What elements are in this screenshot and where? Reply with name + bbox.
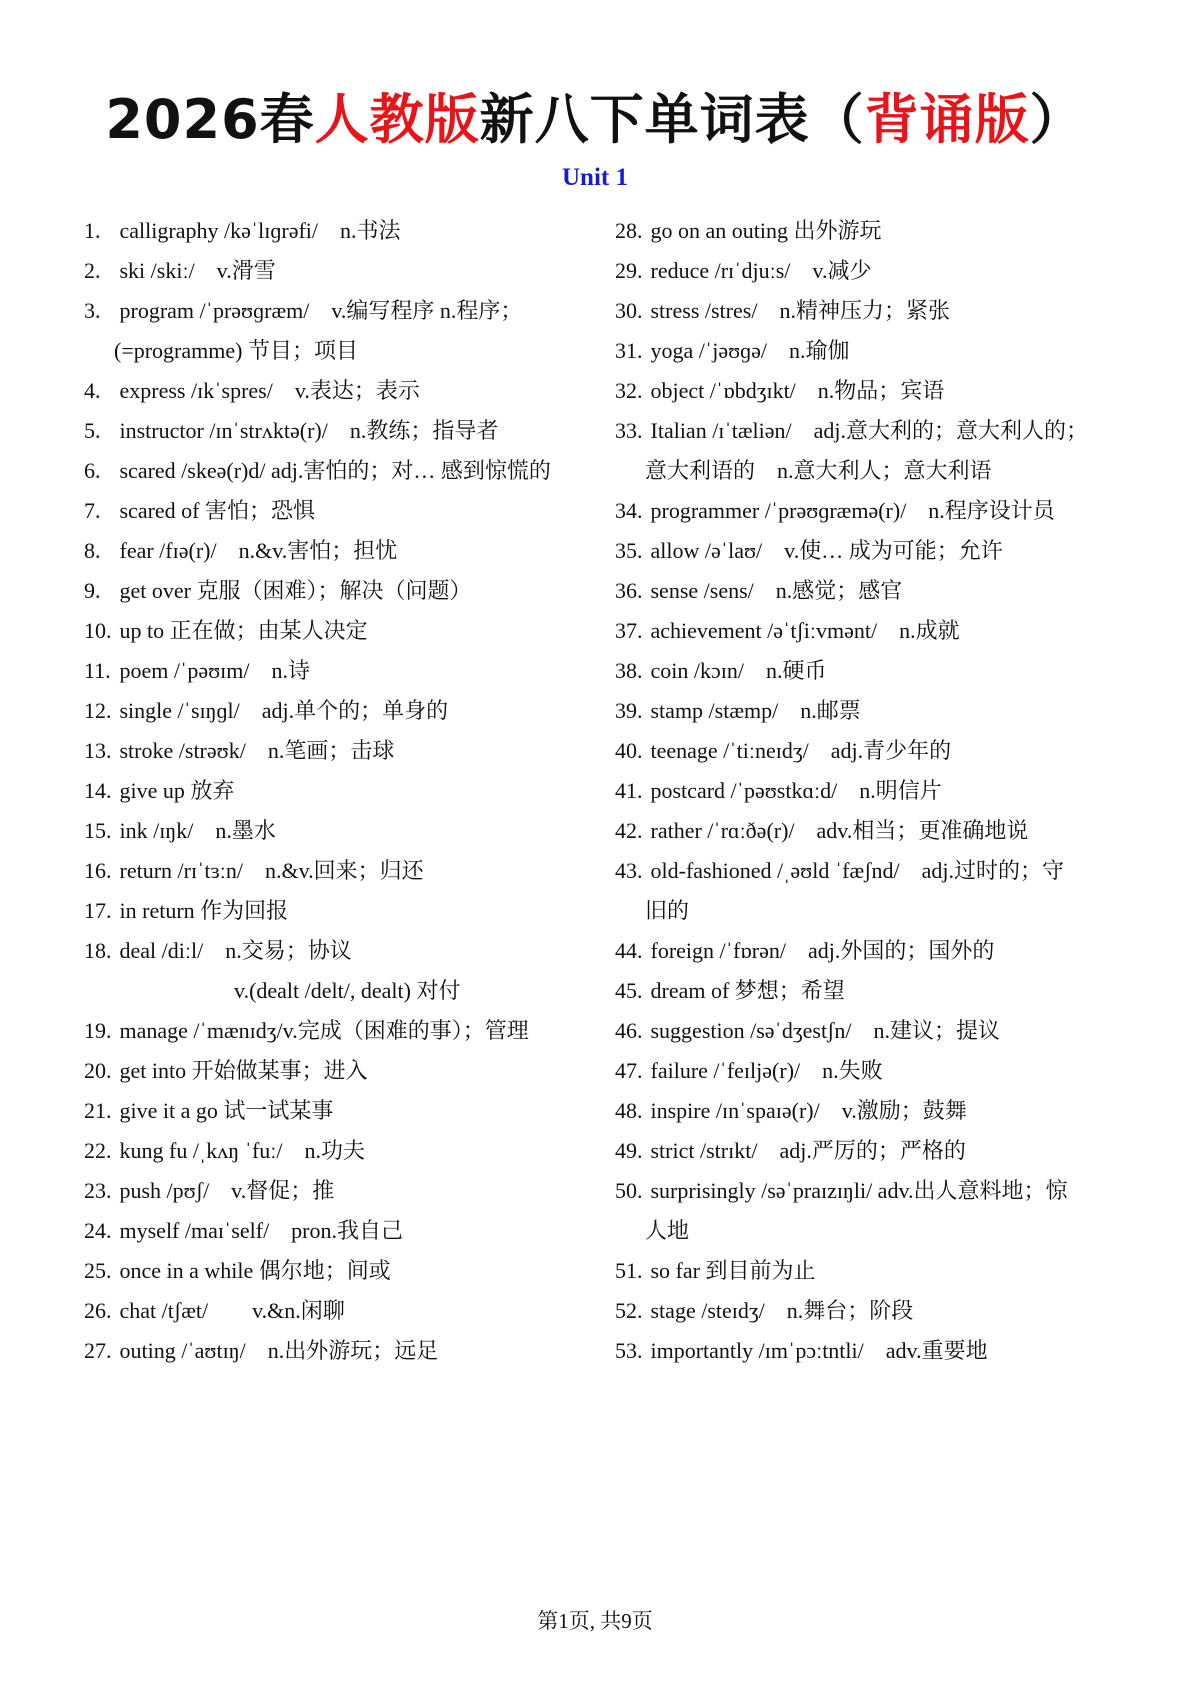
vocab-item <box>84 571 604 611</box>
vocab-entry: so far 到目前为止 <box>645 1258 816 1283</box>
vocab-number: 50. <box>615 1178 643 1203</box>
vocab-number: 49. <box>615 1138 643 1163</box>
vocab-number: 22. <box>84 1138 112 1163</box>
vocab-item <box>84 251 604 291</box>
vocab-item <box>615 1251 1115 1291</box>
vocab-number: 1. <box>84 218 101 243</box>
vocab-entry: stroke /strəʊk/ n.笔画；击球 <box>114 738 395 763</box>
page-footer: 第1页, 共9页 <box>537 1609 653 1633</box>
vocab-number: 20. <box>84 1058 112 1083</box>
vocab-entry: coin /kɔɪn/ n.硬币 <box>645 658 827 683</box>
vocab-entry-continuation: (=programme) 节目；项目 <box>114 338 358 363</box>
unit-heading: Unit 1 <box>562 164 628 191</box>
vocab-entry: stress /stres/ n.精神压力；紧张 <box>645 298 950 323</box>
vocab-entry: in return 作为回报 <box>114 898 289 923</box>
vocab-item <box>84 691 604 731</box>
vocab-item <box>615 971 1115 1011</box>
vocab-number: 8. <box>84 538 101 563</box>
vocab-number: 53. <box>615 1338 643 1363</box>
vocab-item <box>615 251 1115 291</box>
vocab-entry: foreign /ˈfɒrən/ adj.外国的；国外的 <box>645 938 995 963</box>
title-close-paren: ） <box>1029 88 1085 151</box>
vocab-item <box>615 771 1115 811</box>
vocab-entry: chat /tʃæt/ v.&n.闲聊 <box>114 1298 345 1323</box>
vocab-number: 27. <box>84 1338 112 1363</box>
vocab-entry: reduce /rɪˈdjuːs/ v.减少 <box>645 258 872 283</box>
vocab-item <box>84 1291 604 1331</box>
title-year: 2026春 <box>105 88 315 151</box>
vocab-item <box>615 1171 1115 1211</box>
vocab-item <box>84 451 604 491</box>
vocab-entry: old-fashioned /ˌəʊld ˈfæʃnd/ adj.过时的；守 <box>645 858 1064 883</box>
vocab-item <box>84 531 604 571</box>
vocab-item <box>615 611 1115 651</box>
vocab-entry: fear /fɪə(r)/ n.&v.害怕；担忧 <box>114 538 398 563</box>
vocab-number: 31. <box>615 338 643 363</box>
vocab-entry: yoga /ˈjəʊɡə/ n.瑜伽 <box>645 338 850 363</box>
title-edition: 人教版 <box>314 88 480 151</box>
vocab-item <box>615 1291 1115 1331</box>
vocab-entry: Italian /ɪˈtæliən/ adj.意大利的；意大利人的； <box>645 418 1089 443</box>
vocab-number: 52. <box>615 1298 643 1323</box>
vocab-item <box>84 211 604 251</box>
vocab-number: 5. <box>84 418 101 443</box>
vocab-item <box>615 851 1115 891</box>
vocab-entry: poem /ˈpəʊɪm/ n.诗 <box>114 658 310 683</box>
vocab-entry: get over 克服（困难）；解决（问题） <box>114 578 472 603</box>
vocab-number: 34. <box>615 498 643 523</box>
vocab-entry: ink /ɪŋk/ n.墨水 <box>114 818 276 843</box>
vocab-number: 30. <box>615 298 643 323</box>
vocab-entry: get into 开始做某事；进入 <box>114 1058 368 1083</box>
vocab-number: 2. <box>84 258 101 283</box>
vocab-item <box>84 1331 604 1371</box>
vocab-number: 48. <box>615 1098 643 1123</box>
vocab-number: 43. <box>615 858 643 883</box>
page-title <box>0 84 1190 156</box>
vocab-item <box>84 291 604 331</box>
vocab-item <box>615 1331 1115 1371</box>
vocab-entry: up to 正在做；由某人决定 <box>114 618 368 643</box>
vocab-entry: surprisingly /səˈpraɪzɪŋli/ adv.出人意料地；惊 <box>645 1178 1068 1203</box>
vocab-entry: kung fu /ˌkʌŋ ˈfuː/ n.功夫 <box>114 1138 366 1163</box>
vocab-entry: push /pʊʃ/ v.督促；推 <box>114 1178 335 1203</box>
vocab-entry: suggestion /səˈdʒestʃn/ n.建议；提议 <box>645 1018 1001 1043</box>
vocab-entry-continuation: 意大利语的 n.意大利人；意大利语 <box>645 458 992 483</box>
vocab-number: 44. <box>615 938 643 963</box>
vocab-entry: postcard /ˈpəʊstkɑːd/ n.明信片 <box>645 778 942 803</box>
vocab-number: 10. <box>84 618 112 643</box>
vocab-item <box>84 851 604 891</box>
vocab-number: 35. <box>615 538 643 563</box>
vocab-item <box>615 371 1115 411</box>
vocab-entry: importantly /ɪmˈpɔːtntli/ adv.重要地 <box>645 1338 988 1363</box>
vocab-item <box>615 1091 1115 1131</box>
vocab-entry: manage /ˈmænɪdʒ/v.完成（困难的事）；管理 <box>114 1018 529 1043</box>
vocab-item <box>615 331 1115 371</box>
vocab-entry: express /ɪkˈspres/ v.表达；表示 <box>114 378 420 403</box>
vocab-entry: programmer /ˈprəʊɡræmə(r)/ n.程序设计员 <box>645 498 1055 523</box>
vocab-item <box>615 411 1115 451</box>
vocab-item <box>615 731 1115 771</box>
vocab-entry: dream of 梦想；希望 <box>645 978 845 1003</box>
vocab-entry: program /ˈprəʊɡræm/ v.编写程序 n.程序； <box>114 298 523 323</box>
vocab-item <box>84 811 604 851</box>
vocab-number: 39. <box>615 698 643 723</box>
vocab-number: 7. <box>84 498 101 523</box>
vocab-number: 28. <box>615 218 643 243</box>
vocab-number: 21. <box>84 1098 112 1123</box>
vocab-number: 11. <box>84 658 111 683</box>
vocab-number: 29. <box>615 258 643 283</box>
vocab-number: 37. <box>615 618 643 643</box>
vocab-entry: stamp /stæmp/ n.邮票 <box>645 698 861 723</box>
title-main: 新八下单词表（ <box>479 88 865 151</box>
vocab-entry: ski /skiː/ v.滑雪 <box>114 258 276 283</box>
vocab-item <box>615 1131 1115 1171</box>
vocab-entry: rather /ˈrɑːðə(r)/ adv.相当；更准确地说 <box>645 818 1029 843</box>
vocab-number: 26. <box>84 1298 112 1323</box>
vocab-entry: go on an outing 出外游玩 <box>645 218 882 243</box>
vocab-item <box>84 371 604 411</box>
vocab-item <box>84 931 604 971</box>
vocab-item <box>84 891 604 931</box>
vocab-number: 46. <box>615 1018 643 1043</box>
vocab-item <box>615 571 1115 611</box>
vocab-item <box>84 1011 604 1051</box>
vocab-number: 6. <box>84 458 101 483</box>
vocab-item <box>615 531 1115 571</box>
vocab-number: 12. <box>84 698 112 723</box>
vocab-item <box>84 1171 604 1211</box>
vocab-item <box>615 1051 1115 1091</box>
vocab-item <box>84 771 604 811</box>
vocab-number: 40. <box>615 738 643 763</box>
vocab-entry: once in a while 偶尔地；间或 <box>114 1258 391 1283</box>
vocab-number: 45. <box>615 978 643 1003</box>
vocab-item <box>615 691 1115 731</box>
vocab-entry: object /ˈɒbdʒɪkt/ n.物品；宾语 <box>645 378 945 403</box>
word-list-left <box>84 211 604 1371</box>
word-list-right <box>615 211 1115 1371</box>
vocab-item <box>84 491 604 531</box>
vocab-entry: myself /maɪˈself/ pron.我自己 <box>114 1218 404 1243</box>
vocab-entry: allow /əˈlaʊ/ v.使… 成为可能；允许 <box>645 538 1003 563</box>
vocab-item <box>615 651 1115 691</box>
vocab-item <box>615 1011 1115 1051</box>
vocab-number: 47. <box>615 1058 643 1083</box>
vocab-item <box>84 1251 604 1291</box>
vocab-entry-continuation: 旧的 <box>645 898 690 923</box>
vocab-number: 25. <box>84 1258 112 1283</box>
vocab-entry: scared of 害怕；恐惧 <box>114 498 316 523</box>
vocab-number: 16. <box>84 858 112 883</box>
vocab-item <box>84 1211 604 1251</box>
vocab-item <box>84 651 604 691</box>
vocab-number: 19. <box>84 1018 112 1043</box>
vocab-number: 51. <box>615 1258 643 1283</box>
vocab-number: 38. <box>615 658 643 683</box>
vocab-item <box>615 491 1115 531</box>
vocab-entry: strict /strɪkt/ adj.严厉的；严格的 <box>645 1138 966 1163</box>
vocab-entry: teenage /ˈtiːneɪdʒ/ adj.青少年的 <box>645 738 952 763</box>
vocab-item <box>615 211 1115 251</box>
vocab-number: 17. <box>84 898 112 923</box>
vocab-number: 23. <box>84 1178 112 1203</box>
vocab-entry-continuation: v.(dealt /delt/, dealt) 对付 <box>234 978 461 1003</box>
vocab-number: 3. <box>84 298 101 323</box>
vocab-number: 4. <box>84 378 101 403</box>
vocab-number: 9. <box>84 578 101 603</box>
vocab-entry: stage /steɪdʒ/ n.舞台；阶段 <box>645 1298 914 1323</box>
vocab-item <box>84 1131 604 1171</box>
vocab-entry: give it a go 试一试某事 <box>114 1098 334 1123</box>
vocab-entry: failure /ˈfeɪljə(r)/ n.失败 <box>645 1058 883 1083</box>
vocab-number: 33. <box>615 418 643 443</box>
vocab-entry: achievement /əˈtʃiːvmənt/ n.成就 <box>645 618 960 643</box>
vocab-entry: outing /ˈaʊtɪŋ/ n.出外游玩；远足 <box>114 1338 439 1363</box>
vocab-entry: single /ˈsɪŋɡl/ adj.单个的；单身的 <box>114 698 449 723</box>
vocab-item <box>615 931 1115 971</box>
vocab-entry: deal /diːl/ n.交易；协议 <box>114 938 352 963</box>
vocab-item <box>84 731 604 771</box>
vocab-item <box>615 811 1115 851</box>
vocab-number: 36. <box>615 578 643 603</box>
vocab-entry: give up 放弃 <box>114 778 235 803</box>
vocab-item <box>84 1051 604 1091</box>
vocab-number: 15. <box>84 818 112 843</box>
title-version: 背诵版 <box>864 88 1030 151</box>
vocab-item <box>615 291 1115 331</box>
vocab-number: 13. <box>84 738 112 763</box>
vocab-entry: inspire /ɪnˈspaɪə(r)/ v.激励；鼓舞 <box>645 1098 967 1123</box>
vocab-entry: calligraphy /kəˈlɪɡrəfi/ n.书法 <box>114 218 401 243</box>
vocab-number: 24. <box>84 1218 112 1243</box>
vocab-number: 42. <box>615 818 643 843</box>
vocab-number: 41. <box>615 778 643 803</box>
vocab-item <box>84 611 604 651</box>
vocab-entry: scared /skeə(r)d/ adj.害怕的；对… 感到惊慌的 <box>114 458 551 483</box>
vocab-entry: return /rɪˈtɜːn/ n.&v.回来；归还 <box>114 858 424 883</box>
vocab-entry: instructor /ɪnˈstrʌktə(r)/ n.教练；指导者 <box>114 418 499 443</box>
vocab-entry: sense /sens/ n.感觉；感官 <box>645 578 903 603</box>
vocab-entry-continuation: 人地 <box>645 1218 690 1243</box>
vocab-number: 18. <box>84 938 112 963</box>
vocab-number: 32. <box>615 378 643 403</box>
vocab-item <box>84 1091 604 1131</box>
vocab-item <box>84 411 604 451</box>
vocab-number: 14. <box>84 778 112 803</box>
